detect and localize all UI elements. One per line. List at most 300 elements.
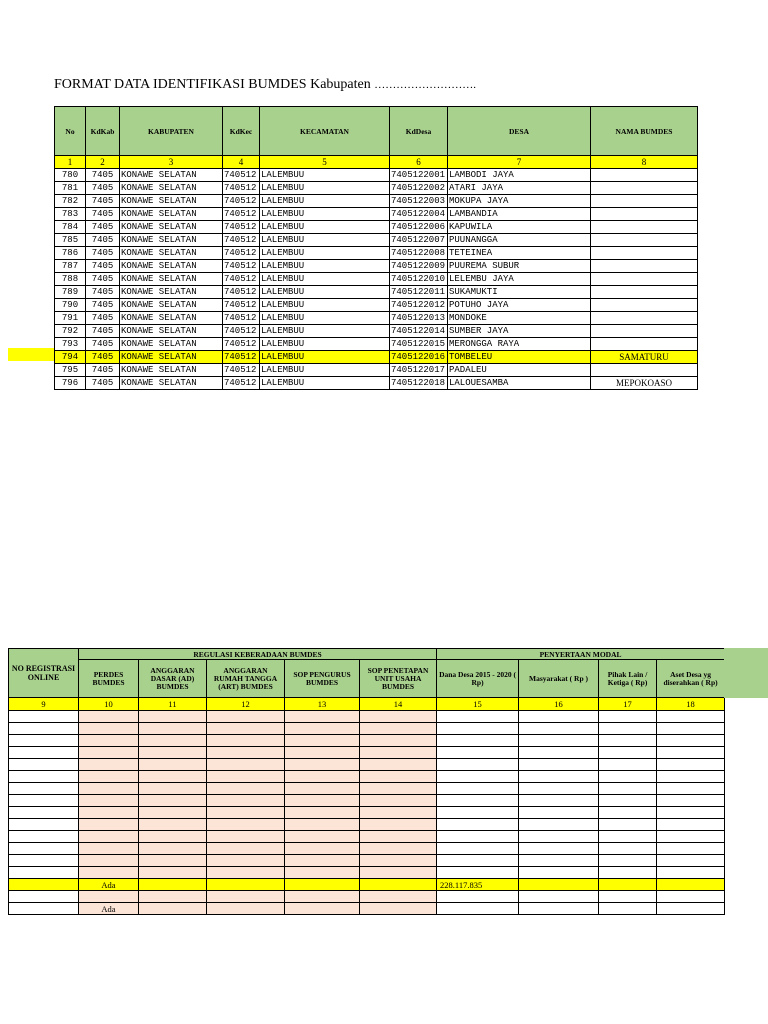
data-cell [207,759,285,771]
data-cell [285,795,360,807]
sub-header: ANGGARAN RUMAH TANGGA (ART) BUMDES [207,660,285,698]
data-cell [285,855,360,867]
kd-kab-cell: 7405 [86,260,120,273]
data-cell [519,831,599,843]
sub-header: SOP PENGURUS BUMDES [285,660,360,698]
kabupaten-cell: KONAWE SELATAN [120,325,223,338]
kabupaten-cell: KONAWE SELATAN [120,299,223,312]
data-cell [9,711,79,723]
data-cell [207,711,285,723]
kecamatan-cell: LALEMBUU [260,377,390,390]
table-row [9,771,725,783]
data-cell [79,771,139,783]
data-cell [360,903,437,915]
data-cell [599,903,657,915]
regulasi-group-header: REGULASI KEBERADAAN BUMDES [79,649,437,660]
column-number-row [55,156,698,169]
data-cell [360,771,437,783]
column-number: 2 [86,156,120,169]
data-cell [519,711,599,723]
data-cell [437,723,519,735]
data-cell [285,771,360,783]
column-number: 17 [599,698,657,711]
table-row [55,195,698,208]
row-number-cell: 794 [55,351,86,364]
table-row [55,286,698,299]
sub-header: Dana Desa 2015 - 2020 ( Rp) [437,660,519,698]
data-cell [139,855,207,867]
row-number-cell: 791 [55,312,86,325]
data-cell [360,807,437,819]
kabupaten-cell: KONAWE SELATAN [120,221,223,234]
kecamatan-cell: LALEMBUU [260,351,390,364]
kd-kab-cell: 7405 [86,247,120,260]
data-cell [657,855,725,867]
kecamatan-cell: LALEMBUU [260,208,390,221]
data-cell [79,711,139,723]
table-row [9,891,725,903]
sub-header-row [9,660,725,698]
kd-kab-cell: 7405 [86,273,120,286]
column-number: 14 [360,698,437,711]
table-row [55,325,698,338]
kd-kec-cell: 740512 [223,247,260,260]
data-cell [79,759,139,771]
kd-kec-cell: 740512 [223,312,260,325]
row-number-cell: 790 [55,299,86,312]
data-cell [285,747,360,759]
data-cell [285,867,360,879]
column-header: No [55,107,86,156]
data-cell [519,723,599,735]
data-cell [139,831,207,843]
data-cell [437,771,519,783]
nama-bumdes-cell [591,195,698,208]
kd-kec-cell: 740512 [223,169,260,182]
data-cell [139,723,207,735]
column-number: 15 [437,698,519,711]
data-cell [599,711,657,723]
nama-bumdes-cell [591,286,698,299]
data-cell [437,795,519,807]
kd-kab-cell: 7405 [86,208,120,221]
kabupaten-cell: KONAWE SELATAN [120,247,223,260]
desa-cell: TOMBELEU [448,351,591,364]
desa-cell: LELEMBU JAYA [448,273,591,286]
kd-desa-cell: 7405122008 [390,247,448,260]
data-cell [285,759,360,771]
title-dots: ………………………. [374,79,476,91]
kd-desa-cell: 7405122003 [390,195,448,208]
nama-bumdes-cell [591,208,698,221]
kd-kec-cell: 740512 [223,260,260,273]
data-cell [285,711,360,723]
desa-cell: LAMBODI JAYA [448,169,591,182]
kd-desa-cell: 7405122018 [390,377,448,390]
nama-bumdes-cell [591,312,698,325]
kd-kec-cell: 740512 [223,286,260,299]
data-cell [657,795,725,807]
nama-bumdes-cell [591,325,698,338]
kd-kab-cell: 7405 [86,312,120,325]
column-number: 4 [223,156,260,169]
data-cell [519,747,599,759]
data-cell [360,795,437,807]
column-number-row [9,698,725,711]
kd-desa-cell: 7405122016 [390,351,448,364]
kecamatan-cell: LALEMBUU [260,312,390,325]
data-cell: 228.117.835 [437,879,519,891]
data-cell [599,783,657,795]
data-cell [519,867,599,879]
column-number: 12 [207,698,285,711]
data-cell [519,807,599,819]
nama-bumdes-cell [591,338,698,351]
data-cell [79,795,139,807]
table-row [55,234,698,247]
data-cell [657,711,725,723]
table-header-row [55,107,698,156]
kd-desa-cell: 7405122009 [390,260,448,273]
data-cell [519,843,599,855]
kd-desa-cell: 7405122014 [390,325,448,338]
data-cell [657,831,725,843]
data-cell [207,879,285,891]
data-cell [9,723,79,735]
kabupaten-cell: KONAWE SELATAN [120,338,223,351]
data-cell [360,783,437,795]
kd-kab-cell: 7405 [86,195,120,208]
penyertaan-group-header: PENYERTAAN MODAL [437,649,725,660]
data-cell [207,891,285,903]
desa-cell: POTUHO JAYA [448,299,591,312]
nama-bumdes-cell: MEPOKOASO [591,377,698,390]
desa-cell: PUUREMA SUBUR [448,260,591,273]
table-row [9,723,725,735]
column-number: 1 [55,156,86,169]
data-cell [79,867,139,879]
data-cell [599,723,657,735]
kecamatan-cell: LALEMBUU [260,364,390,377]
column-header: KdKab [86,107,120,156]
data-cell [207,807,285,819]
kd-kab-cell: 7405 [86,169,120,182]
column-number: 8 [591,156,698,169]
data-cell [599,747,657,759]
nama-bumdes-cell [591,182,698,195]
data-cell [437,807,519,819]
data-cell [285,807,360,819]
data-cell [599,831,657,843]
kabupaten-cell: KONAWE SELATAN [120,312,223,325]
data-cell [9,819,79,831]
kd-kec-cell: 740512 [223,364,260,377]
data-cell [139,843,207,855]
data-cell [139,879,207,891]
data-cell [207,747,285,759]
kd-kec-cell: 740512 [223,221,260,234]
data-cell [519,903,599,915]
data-cell [360,867,437,879]
table-row [9,867,725,879]
kabupaten-cell: KONAWE SELATAN [120,195,223,208]
data-cell [79,843,139,855]
data-cell [657,783,725,795]
kabupaten-cell: KONAWE SELATAN [120,208,223,221]
data-cell [437,819,519,831]
kd-desa-cell: 7405122006 [390,221,448,234]
desa-cell: LALOUESAMBA [448,377,591,390]
table-row [55,299,698,312]
data-cell [79,723,139,735]
sub-header: Aset Desa yg diserahkan ( Rp) [657,660,725,698]
kd-kab-cell: 7405 [86,364,120,377]
column-number: 10 [79,698,139,711]
group-header-row [9,649,725,660]
column-number: 6 [390,156,448,169]
data-cell [360,843,437,855]
row-number-cell: 788 [55,273,86,286]
data-cell [9,879,79,891]
desa-cell: LAMBANDIA [448,208,591,221]
page-title [54,77,476,93]
table-row [9,747,725,759]
data-cell [207,735,285,747]
data-cell [139,747,207,759]
data-cell [599,759,657,771]
table-row [55,247,698,260]
data-cell [285,723,360,735]
data-cell [657,723,725,735]
data-cell [207,723,285,735]
data-cell [79,891,139,903]
table-row [9,855,725,867]
data-cell [519,795,599,807]
table-row [55,351,698,364]
data-cell [437,843,519,855]
data-cell [657,879,725,891]
data-cell [437,759,519,771]
kecamatan-cell: LALEMBUU [260,325,390,338]
data-cell [139,771,207,783]
table-row [9,795,725,807]
data-cell [139,867,207,879]
data-cell [207,867,285,879]
kd-kec-cell: 740512 [223,208,260,221]
data-cell [657,867,725,879]
table-row [9,819,725,831]
row-number-cell: 793 [55,338,86,351]
data-cell [139,807,207,819]
data-cell [139,903,207,915]
bumdes-identification-table [54,106,698,390]
sub-header: Pihak Lain / Ketiga ( Rp) [599,660,657,698]
kd-kab-cell: 7405 [86,182,120,195]
data-cell [79,783,139,795]
kd-kec-cell: 740512 [223,377,260,390]
kecamatan-cell: LALEMBUU [260,338,390,351]
row-number-cell: 786 [55,247,86,260]
data-cell [207,843,285,855]
data-cell [657,771,725,783]
kd-desa-cell: 7405122002 [390,182,448,195]
kd-desa-cell: 7405122010 [390,273,448,286]
kd-desa-cell: 7405122001 [390,169,448,182]
desa-cell: TETEINEA [448,247,591,260]
row-number-cell: 785 [55,234,86,247]
kabupaten-cell: KONAWE SELATAN [120,169,223,182]
nama-bumdes-cell [591,247,698,260]
nama-bumdes-cell [591,260,698,273]
kd-desa-cell: 7405122007 [390,234,448,247]
data-cell [139,795,207,807]
desa-cell: MOKUPA JAYA [448,195,591,208]
data-cell [599,771,657,783]
desa-cell: ATARI JAYA [448,182,591,195]
bumdes-regulation-capital-table [8,648,725,915]
data-cell [657,747,725,759]
data-cell [360,711,437,723]
header-extension [724,648,768,698]
kd-kec-cell: 740512 [223,299,260,312]
data-cell [285,819,360,831]
data-cell [519,879,599,891]
table-row [55,338,698,351]
column-number: 11 [139,698,207,711]
data-cell [139,819,207,831]
sub-header: Masyarakat ( Rp ) [519,660,599,698]
data-cell [599,855,657,867]
data-cell [657,759,725,771]
desa-cell: KAPUWILA [448,221,591,234]
column-header: KABUPATEN [120,107,223,156]
data-cell [285,831,360,843]
row-number-cell: 780 [55,169,86,182]
data-cell [437,903,519,915]
data-cell [207,783,285,795]
kd-desa-cell: 7405122004 [390,208,448,221]
table-row [55,221,698,234]
data-cell [519,759,599,771]
data-cell: Ada [79,879,139,891]
data-cell [360,819,437,831]
data-cell [437,891,519,903]
table-row [9,759,725,771]
data-cell [285,843,360,855]
row-number-cell: 782 [55,195,86,208]
data-cell [9,747,79,759]
data-cell: Ada [79,903,139,915]
data-cell [437,711,519,723]
data-cell [657,819,725,831]
row-number-cell: 783 [55,208,86,221]
kecamatan-cell: LALEMBUU [260,169,390,182]
data-cell [9,843,79,855]
kecamatan-cell: LALEMBUU [260,260,390,273]
kd-kec-cell: 740512 [223,351,260,364]
data-cell [360,735,437,747]
data-cell [599,735,657,747]
sub-header: SOP PENETAPAN UNIT USAHA BUMDES [360,660,437,698]
data-cell [360,879,437,891]
kd-kab-cell: 7405 [86,325,120,338]
kd-desa-cell: 7405122015 [390,338,448,351]
data-cell [207,795,285,807]
desa-cell: PUUNANGGA [448,234,591,247]
kabupaten-cell: KONAWE SELATAN [120,364,223,377]
table-row [9,807,725,819]
kd-kec-cell: 740512 [223,182,260,195]
data-cell [285,735,360,747]
nama-bumdes-cell [591,234,698,247]
table-row [55,208,698,221]
row-number-cell: 796 [55,377,86,390]
column-number: 3 [120,156,223,169]
data-cell [657,735,725,747]
data-cell [657,903,725,915]
column-number: 16 [519,698,599,711]
kabupaten-cell: KONAWE SELATAN [120,260,223,273]
kd-kec-cell: 740512 [223,234,260,247]
data-cell [360,831,437,843]
kd-kab-cell: 7405 [86,377,120,390]
desa-cell: MONDOKE [448,312,591,325]
data-cell [9,855,79,867]
column-number: 18 [657,698,725,711]
kabupaten-cell: KONAWE SELATAN [120,273,223,286]
kecamatan-cell: LALEMBUU [260,234,390,247]
data-cell [599,843,657,855]
data-cell [599,807,657,819]
kd-kab-cell: 7405 [86,286,120,299]
table-row [9,843,725,855]
data-cell [437,831,519,843]
data-cell [9,831,79,843]
row-number-cell: 789 [55,286,86,299]
nama-bumdes-cell [591,364,698,377]
table-row [9,879,725,891]
kabupaten-cell: KONAWE SELATAN [120,182,223,195]
data-cell [360,747,437,759]
data-cell [519,819,599,831]
data-cell [437,783,519,795]
data-cell [9,795,79,807]
table-row [55,312,698,325]
row-highlight-marker [8,348,54,361]
column-number: 13 [285,698,360,711]
column-header: KdKec [223,107,260,156]
title-text: FORMAT DATA IDENTIFIKASI BUMDES Kabupaten [54,77,371,92]
kecamatan-cell: LALEMBUU [260,221,390,234]
data-cell [599,867,657,879]
table-row [55,273,698,286]
data-cell [285,903,360,915]
sub-header: PERDES BUMDES [79,660,139,698]
data-cell [139,891,207,903]
data-cell [139,759,207,771]
data-cell [9,903,79,915]
kd-desa-cell: 7405122017 [390,364,448,377]
data-cell [139,735,207,747]
data-cell [360,723,437,735]
sub-header: ANGGARAN DASAR (AD) BUMDES [139,660,207,698]
no-registrasi-header: NO REGISTRASI ONLINE [9,649,79,698]
data-cell [207,819,285,831]
row-number-cell: 795 [55,364,86,377]
data-cell [9,735,79,747]
data-cell [79,735,139,747]
data-cell [437,867,519,879]
